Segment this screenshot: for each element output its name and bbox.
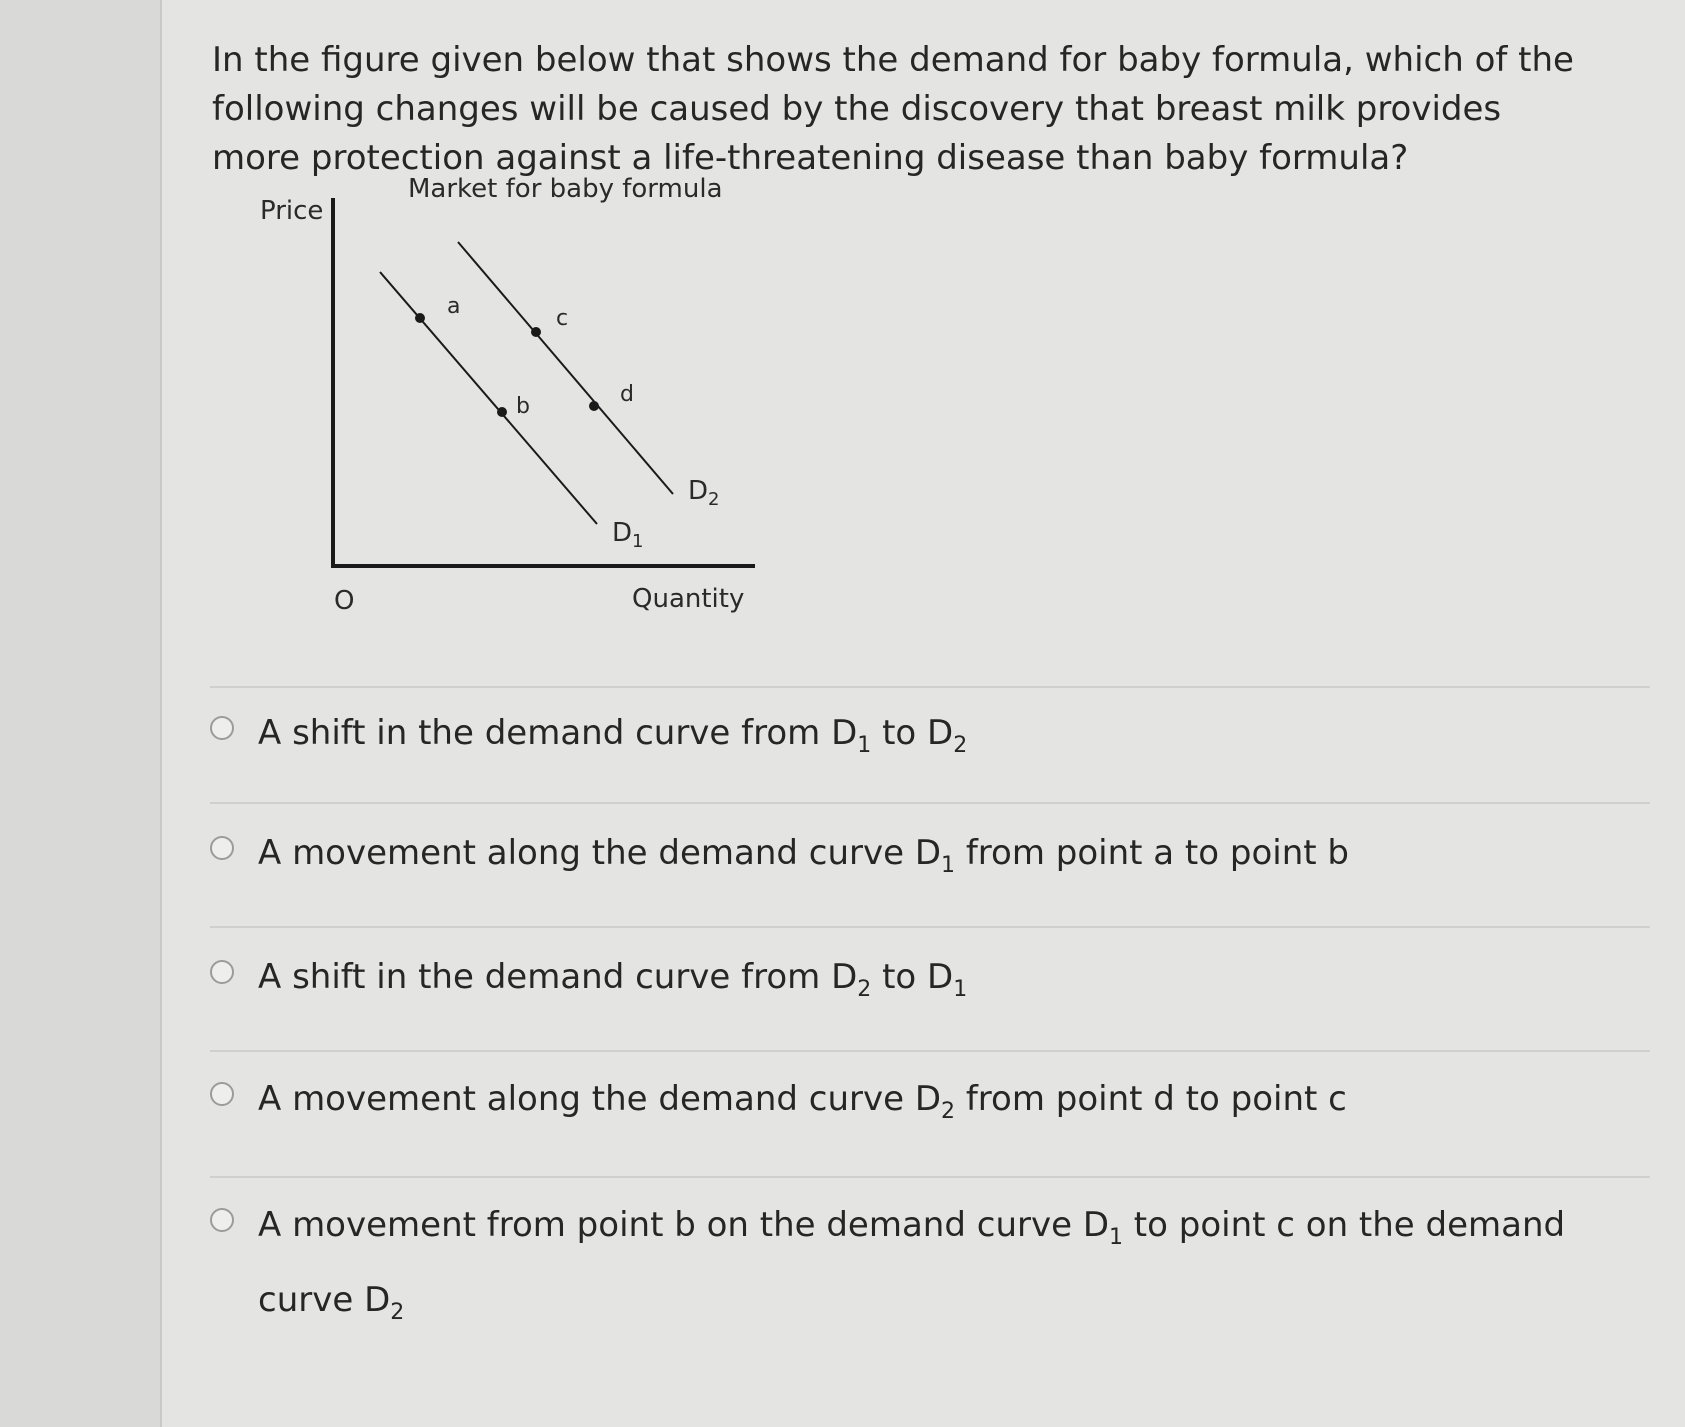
point-c-label: c	[556, 306, 569, 331]
radio-button[interactable]	[210, 716, 234, 740]
figure-title: Market for baby formula	[408, 174, 723, 204]
point-a-label: a	[447, 294, 461, 319]
point-b-label: b	[516, 394, 530, 419]
divider	[210, 686, 1650, 688]
radio-button[interactable]	[210, 836, 234, 860]
divider	[210, 1176, 1650, 1178]
point-d	[589, 401, 599, 411]
radio-button[interactable]	[210, 960, 234, 984]
option-label: A movement along the demand curve $D_2$ from point d to point c	[258, 1079, 1347, 1124]
option-4[interactable]	[210, 1068, 1650, 1143]
option-label: A shift in the demand curve from $D_2$ to $D_1$	[258, 957, 968, 1002]
option-2[interactable]	[210, 822, 1650, 897]
curve-d1-label: $D_1$	[612, 518, 644, 553]
option-3[interactable]	[210, 946, 1650, 1021]
demand-figure	[240, 174, 800, 680]
option-5[interactable]	[210, 1194, 1650, 1344]
x-axis-label: Quantity	[632, 584, 745, 614]
curve-d2-label: $D_2$	[688, 476, 720, 511]
option-label: A movement along the demand curve $D_1$ from point a to point b	[258, 833, 1349, 878]
option-label: A movement from point b on the demand curve $D_1$ to point c on the demand curve $D_2$	[258, 1205, 1566, 1325]
divider	[210, 802, 1650, 804]
point-a	[415, 313, 425, 323]
point-b	[497, 407, 507, 417]
origin-label: O	[334, 586, 355, 616]
option-1[interactable]	[210, 702, 1650, 777]
divider	[210, 1050, 1650, 1052]
demand-curve-d2	[458, 242, 673, 494]
point-d-label: d	[620, 382, 634, 407]
point-c	[531, 327, 541, 337]
y-axis-label: Price	[260, 196, 324, 226]
radio-button[interactable]	[210, 1208, 234, 1232]
radio-button[interactable]	[210, 1082, 234, 1106]
option-label: A shift in the demand curve from $D_1$ to $D_2$	[258, 713, 968, 758]
divider	[210, 926, 1650, 928]
question-text: In the figure given below that shows the demand for baby formula, which of the following changes will be caused by the discovery that breast milk provides more protection against a life-threatening disease than baby formula?	[212, 40, 1574, 178]
